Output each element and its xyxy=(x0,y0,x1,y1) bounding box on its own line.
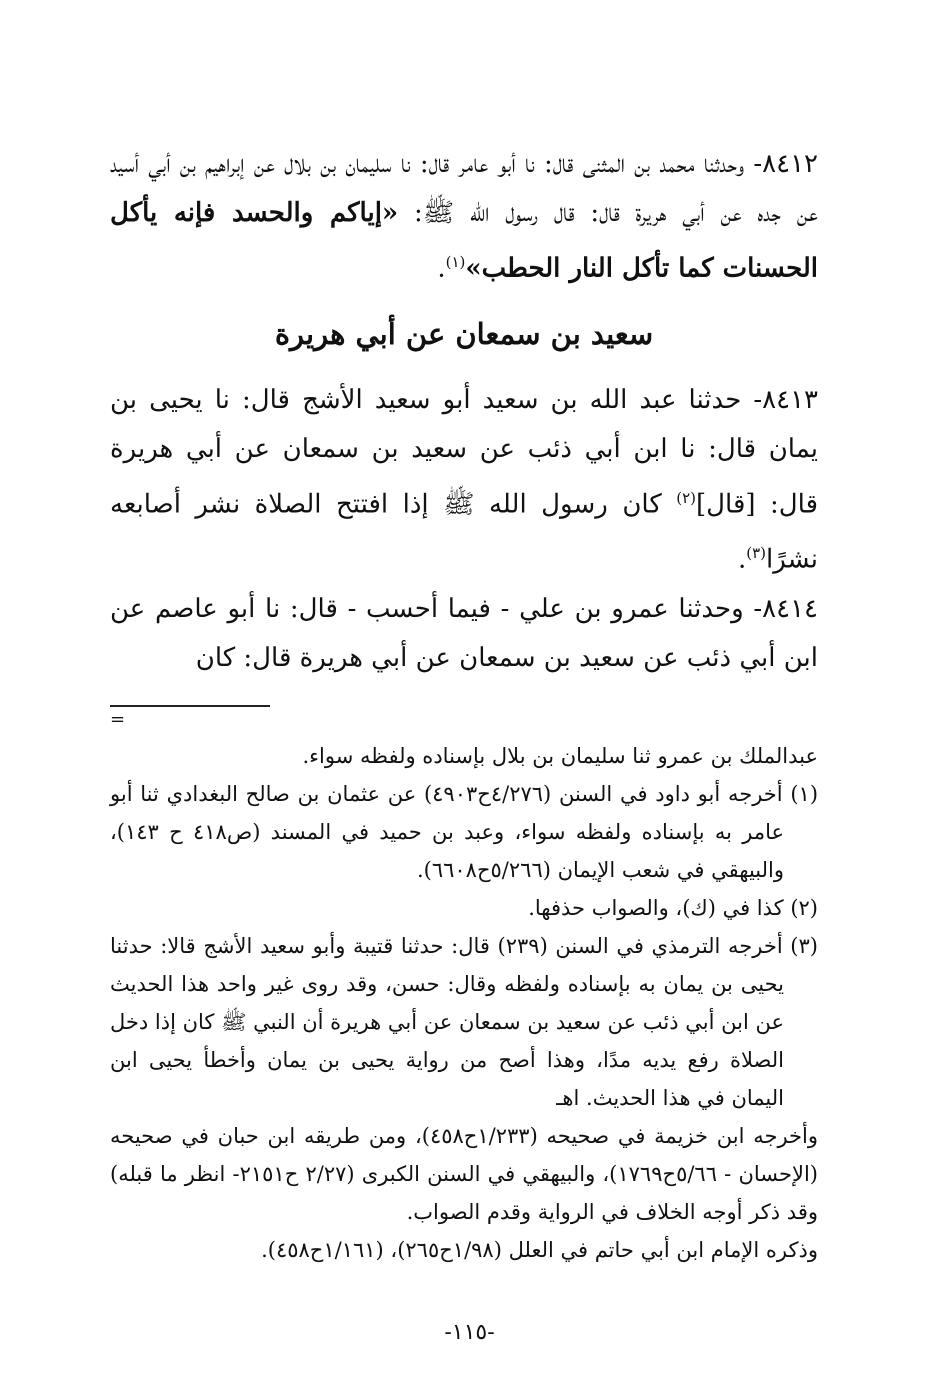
footnote-3: (٣) أخرجه الترمذي في السنن (٢٣٩) قال: حدثنا قتيبة وأبو سعيد الأشج قالا: حدثنا يحيى بن يمان به بإسناده ولفظه وقال: حسن، وقد روى غير واحد هذا الحديث عن ابن أبي ذئب عن سعيد بن سمعان عن أبي هريرة أن النبي ﷺ كان إذا دخل الصلاة رفع يديه مدًا، وهذا أصح من رواية يحيى بن يمان وأخطأ يحيى ابن اليمان في هذا الحديث. اهـ xyxy=(109,933,818,1110)
hadith-text: ٨٤١٢- وحدثنا محمد بن المثنى قال: نا أبو عامر قال: نا سليمان بن بلال عن إبراهيم بن أبي أسيد عن جده عن أبي هريرة قال: قال رسول الله ﷺ: xyxy=(110,149,818,228)
main-text xyxy=(110,140,818,683)
footnotes xyxy=(110,737,818,1269)
separator-line xyxy=(110,705,270,707)
footnote-2: (٢) كذا في (ك)، والصواب حذفها. xyxy=(528,895,818,920)
footnote-ref-3: (٣) xyxy=(746,544,766,563)
footnote-separator xyxy=(110,691,818,731)
hadith-8413 xyxy=(110,376,818,585)
hadith-text: ٨٤١٣- حدثنا عبد الله بن سعيد أبو سعيد الأشج قال: نا يحيى بن يمان قال: نا ابن أبي ذئب عن سعيد بن سمعان عن أبي هريرة قال: [قال] xyxy=(110,384,818,520)
footnote-1: (١) أخرجه أبو داود في السنن (٤/٢٧٦ح٤٩٠٣) عن عثمان بن صالح البغدادي ثنا أبو عامر به بإسناده ولفظه سواء، وعبد بن حميد في المسند (ص٤١٨ ح ١٤٣)، والبيهقي في شعب الإيمان (٥/٢٦٦ح٦٦٠٨). xyxy=(110,781,819,882)
continuation-mark: = xyxy=(110,708,126,730)
footnote-3-part-2: وأخرجه ابن خزيمة في صحيحه (١/٢٣٣ح٤٥٨)، ومن طريقه ابن حبان في صحيحه (الإحسان - ٥/٦٦ح١٧٦٩)، والبيهقي في السنن الكبرى (٢/٢٧ ح٢١٥١- انظر ما قبله) وقد ذكر أوجه الخلاف في الرواية وقدم الصواب. xyxy=(110,1123,818,1224)
footnote-continuation: عبدالملك بن عمرو ثنا سليمان بن بلال بإسناده ولفظه سواء. xyxy=(302,743,818,768)
footnote-ref-1: (١) xyxy=(445,253,466,271)
footnote-3-part-3: وذكره الإمام ابن أبي حاتم في العلل (١/٩٨ح٢٦٥)، (١/١٦١ح٤٥٨). xyxy=(261,1237,818,1262)
page-number: -١١٥- xyxy=(444,1320,495,1345)
period: . xyxy=(737,544,747,575)
section-heading: سعيد بن سمعان عن أبي هريرة xyxy=(274,316,654,351)
page-body xyxy=(110,140,818,1269)
hadith-text-cont: كان رسول الله ﷺ إذا افتتح الصلاة نشر أصابعه نشرًا xyxy=(110,489,818,575)
hadith-8412 xyxy=(110,140,818,294)
period: . xyxy=(437,253,446,284)
footnote-ref-2: (٢) xyxy=(676,488,696,507)
hadith-8414: ٨٤١٤- وحدثنا عمرو بن علي - فيما أحسب - قال: نا أبو عاصم عن ابن أبي ذئب عن سعيد بن سمعان عن أبي هريرة قال: كان xyxy=(110,593,818,673)
hadith-quote: «إياكم والحسد فإنه يأكل الحسنات كما تأكل النار الحطب» xyxy=(110,198,818,284)
